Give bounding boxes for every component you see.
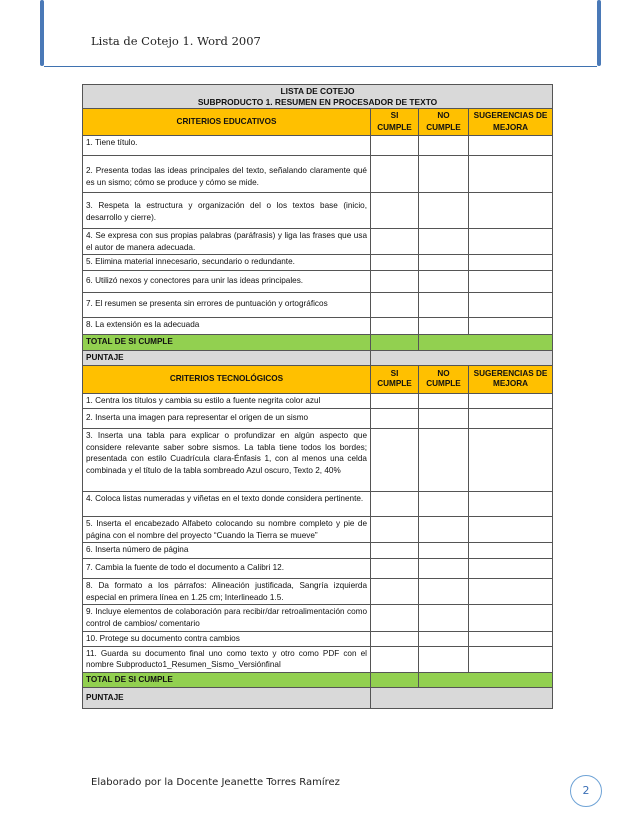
header-divider (44, 66, 597, 67)
check-no-cell[interactable] (419, 631, 469, 646)
section1-total-label: TOTAL DE SI CUMPLE (83, 335, 371, 351)
table-row (83, 255, 553, 271)
right-accent-bar (597, 0, 601, 66)
suggestion-cell[interactable] (469, 646, 553, 672)
total-filler-cell (419, 673, 553, 688)
footer-credit: Elaborado por la Docente Jeanette Torres Ramírez (91, 777, 340, 788)
suggestion-cell[interactable] (469, 408, 553, 428)
check-si-cell[interactable] (371, 516, 419, 542)
page-header-title: Lista de Cotejo 1. Word 2007 (91, 34, 261, 48)
section2-header-row (83, 365, 553, 393)
page-number-badge: 2 (570, 775, 602, 807)
check-no-cell[interactable] (419, 491, 469, 516)
suggestion-cell[interactable] (469, 543, 553, 559)
check-no-cell[interactable] (419, 428, 469, 491)
section2-item-6: 6. Inserta número de página (83, 543, 371, 559)
total-si-cell[interactable] (371, 673, 419, 688)
section2-total-row (83, 673, 553, 688)
table-row (83, 229, 553, 255)
section1-item-2: 2. Presenta todas las ideas principales del texto, señalando claramente qué es un sismo; cómo se produce y cómo se mide. (83, 156, 371, 193)
check-si-cell[interactable] (371, 393, 419, 408)
check-no-cell[interactable] (419, 559, 469, 579)
suggestion-cell[interactable] (469, 516, 553, 542)
check-si-cell[interactable] (371, 646, 419, 672)
table-row (83, 393, 553, 408)
check-si-cell[interactable] (371, 631, 419, 646)
suggestion-cell[interactable] (469, 136, 553, 156)
check-si-cell[interactable] (371, 229, 419, 255)
section2-item-1: 1. Centra los títulos y cambia su estilo a fuente negrita color azul (83, 393, 371, 408)
check-no-cell[interactable] (419, 229, 469, 255)
check-no-cell[interactable] (419, 293, 469, 318)
section1-item-6: 6. Utilizó nexos y conectores para unir las ideas principales. (83, 271, 371, 293)
table-row (83, 516, 553, 542)
section1-col-no: NO CUMPLE (419, 109, 469, 136)
section1-item-3: 3. Respeta la estructura y organización del o los textos base (inicio, desarrollo y cierre). (83, 193, 371, 229)
section2-heading: CRITERIOS TECNOLÓGICOS (83, 365, 371, 393)
check-si-cell[interactable] (371, 543, 419, 559)
left-accent-bar (40, 0, 44, 66)
suggestion-cell[interactable] (469, 229, 553, 255)
section1-item-8: 8. La extensión es la adecuada (83, 318, 371, 335)
section1-col-sug: SUGERENCIAS DE MEJORA (469, 109, 553, 136)
suggestion-cell[interactable] (469, 293, 553, 318)
check-si-cell[interactable] (371, 255, 419, 271)
check-no-cell[interactable] (419, 271, 469, 293)
suggestion-cell[interactable] (469, 491, 553, 516)
check-si-cell[interactable] (371, 193, 419, 229)
suggestion-cell[interactable] (469, 428, 553, 491)
section2-item-11: 11. Guarda su documento final uno como texto y otro como PDF con el nombre Subproducto1_Resumen_Sismo_Versiónfinal (83, 646, 371, 672)
section1-puntaje-row (83, 351, 553, 366)
check-no-cell[interactable] (419, 193, 469, 229)
table-title-row (83, 85, 553, 109)
check-no-cell[interactable] (419, 408, 469, 428)
section1-header-row (83, 109, 553, 136)
check-no-cell[interactable] (419, 543, 469, 559)
section1-item-4: 4. Se expresa con sus propias palabras (paráfrasis) y liga las frases que usa el autor de manera adecuada. (83, 229, 371, 255)
suggestion-cell[interactable] (469, 318, 553, 335)
section2-col-sug: SUGERENCIAS DE MEJORA (469, 365, 553, 393)
check-no-cell[interactable] (419, 579, 469, 605)
table-row (83, 293, 553, 318)
table-row (83, 631, 553, 646)
section2-item-4: 4. Coloca listas numeradas y viñetas en el texto donde considera pertinente. (83, 491, 371, 516)
suggestion-cell[interactable] (469, 193, 553, 229)
table-title (83, 85, 553, 109)
check-si-cell[interactable] (371, 579, 419, 605)
table-row (83, 156, 553, 193)
total-filler-cell (419, 335, 553, 351)
section1-total-row (83, 335, 553, 351)
suggestion-cell[interactable] (469, 605, 553, 631)
check-si-cell[interactable] (371, 408, 419, 428)
check-si-cell[interactable] (371, 271, 419, 293)
check-si-cell[interactable] (371, 491, 419, 516)
suggestion-cell[interactable] (469, 559, 553, 579)
suggestion-cell[interactable] (469, 156, 553, 193)
check-no-cell[interactable] (419, 646, 469, 672)
check-si-cell[interactable] (371, 318, 419, 335)
table-row (83, 605, 553, 631)
section1-heading: CRITERIOS EDUCATIVOS (83, 109, 371, 136)
table-row (83, 271, 553, 293)
check-no-cell[interactable] (419, 318, 469, 335)
section1-item-1: 1. Tiene título. (83, 136, 371, 156)
check-si-cell[interactable] (371, 605, 419, 631)
section2-item-10: 10. Protege su documento contra cambios (83, 631, 371, 646)
suggestion-cell[interactable] (469, 631, 553, 646)
table-row (83, 491, 553, 516)
table-row (83, 318, 553, 335)
check-no-cell[interactable] (419, 516, 469, 542)
check-no-cell[interactable] (419, 136, 469, 156)
checklist-table (82, 84, 553, 709)
check-si-cell[interactable] (371, 428, 419, 491)
section1-col-si: SI CUMPLE (371, 109, 419, 136)
section2-puntaje-label: PUNTAJE (83, 688, 371, 709)
check-si-cell[interactable] (371, 559, 419, 579)
check-no-cell[interactable] (419, 605, 469, 631)
check-no-cell[interactable] (419, 393, 469, 408)
suggestion-cell[interactable] (469, 579, 553, 605)
total-si-cell[interactable] (371, 335, 419, 351)
section2-item-3: 3. Inserta una tabla para explicar o profundizar en algún aspecto que considere relevante saber sobre sismos. La tabla tiene todos los bordes; presentada con estilo Cuadrícula clara-Énfasis 1, con al menos una celda combinada y el título de la tabla sombreado Azul oscuro, Texto 2, 40% (83, 428, 371, 491)
table-row (83, 543, 553, 559)
section2-item-9: 9. Incluye elementos de colaboración para recibir/dar retroalimentación como control de cambios/ comentario (83, 605, 371, 631)
table-row (83, 646, 553, 672)
puntaje-value-cell[interactable] (371, 688, 553, 709)
section1-item-7: 7. El resumen se presenta sin errores de puntuación y ortográficos (83, 293, 371, 318)
suggestion-cell[interactable] (469, 271, 553, 293)
puntaje-value-cell[interactable] (371, 351, 553, 366)
table-row (83, 408, 553, 428)
section1-puntaje-label: PUNTAJE (83, 351, 371, 366)
section2-item-5: 5. Inserta el encabezado Alfabeto colocando su nombre completo y pie de página con el nombre del proyecto “Cuando la Tierra se mueve” (83, 516, 371, 542)
section2-col-no: NO CUMPLE (419, 365, 469, 393)
table-row (83, 428, 553, 491)
table-title-line1: LISTA DE COTEJO (280, 86, 355, 96)
check-si-cell[interactable] (371, 156, 419, 193)
section1-item-5: 5. Elimina material innecesario, secundario o redundante. (83, 255, 371, 271)
section2-puntaje-row (83, 688, 553, 709)
suggestion-cell[interactable] (469, 393, 553, 408)
check-no-cell[interactable] (419, 255, 469, 271)
section2-item-2: 2. Inserta una imagen para representar el origen de un sismo (83, 408, 371, 428)
check-si-cell[interactable] (371, 136, 419, 156)
table-row (83, 579, 553, 605)
check-no-cell[interactable] (419, 156, 469, 193)
section2-total-label: TOTAL DE SI CUMPLE (83, 673, 371, 688)
section2-col-si: SI CUMPLE (371, 365, 419, 393)
table-row (83, 193, 553, 229)
check-si-cell[interactable] (371, 293, 419, 318)
table-title-line2: SUBPRODUCTO 1. RESUMEN EN PROCESADOR DE TEXTO (197, 96, 438, 107)
table-row (83, 136, 553, 156)
section2-item-7: 7. Cambia la fuente de todo el documento a Calibri 12. (83, 559, 371, 579)
suggestion-cell[interactable] (469, 255, 553, 271)
section2-item-8: 8. Da formato a los párrafos: Alineación justificada, Sangría izquierda especial en primera línea en 1.25 cm; Interlineado 1.5. (83, 579, 371, 605)
table-row (83, 559, 553, 579)
